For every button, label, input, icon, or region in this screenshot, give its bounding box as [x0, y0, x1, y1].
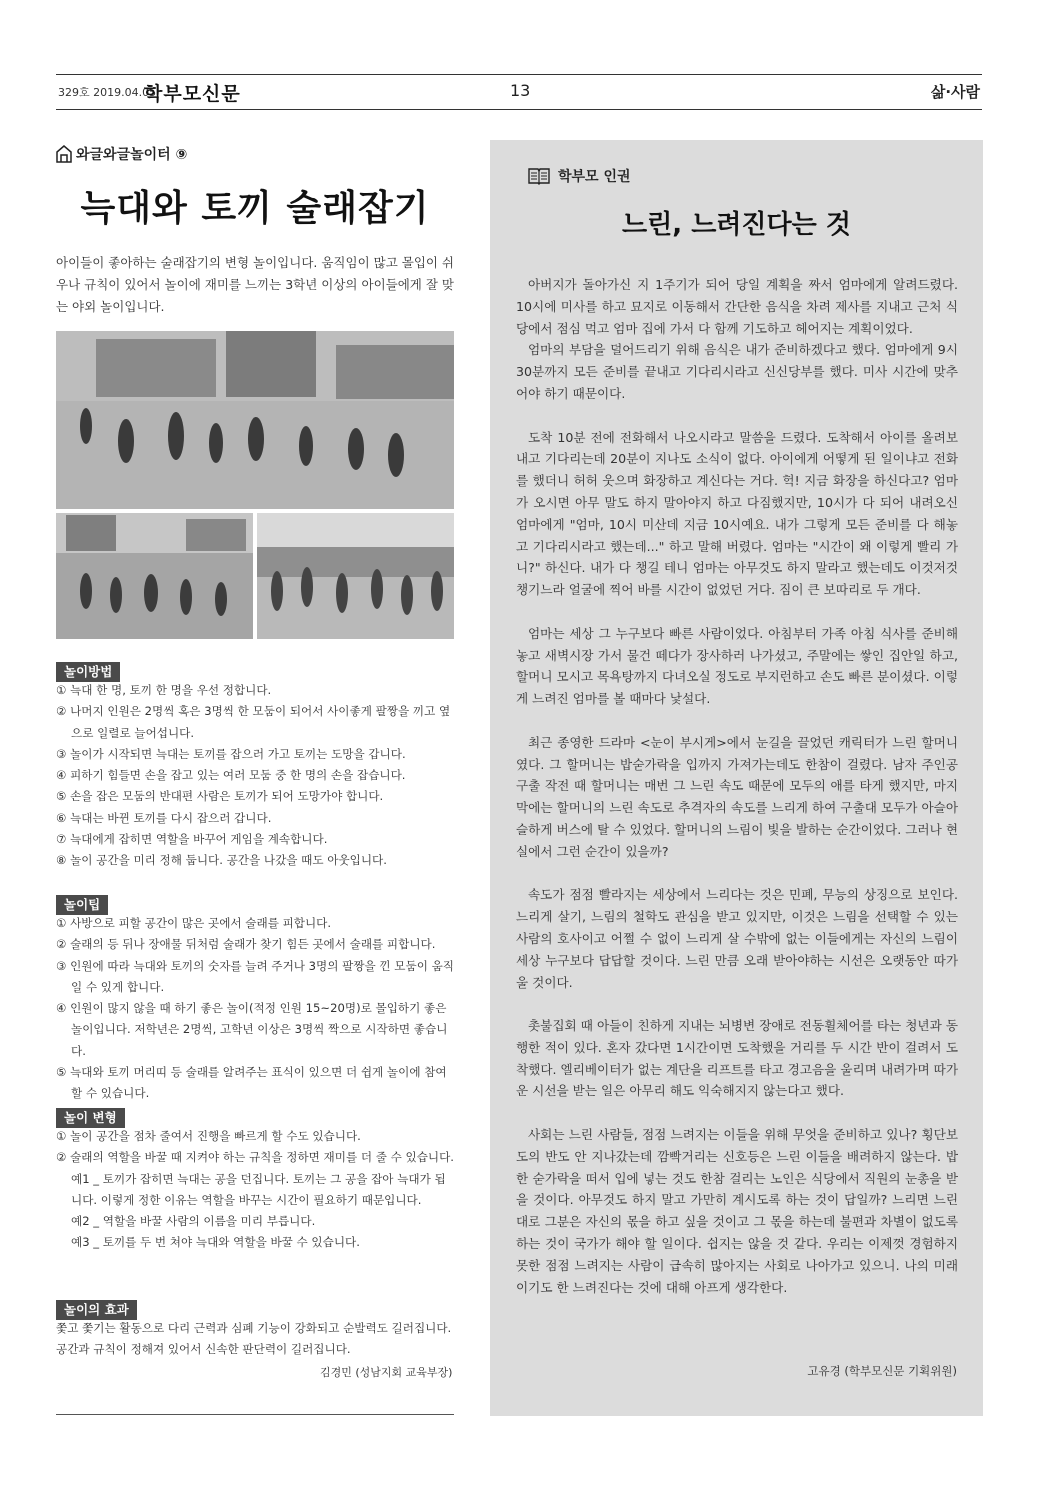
variation-list — [56, 1126, 454, 1254]
list-item: ① 늑대 한 명, 토끼 한 명을 우선 정합니다. — [56, 683, 272, 697]
list-item: ① 사방으로 피할 공간이 많은 곳에서 술래를 피합니다. — [56, 916, 332, 930]
tips-label: 놀이팁 — [56, 895, 108, 915]
list-item: ② 나머지 인원은 2명씩 혹은 3명씩 한 모둠이 되어서 사이좋게 팔짱을 끼고 옆으로 일렬로 늘어섭니다. — [56, 704, 451, 740]
list-item: ⑦ 늑대에게 잡히면 역할을 바꾸어 게임을 계속합니다. — [56, 832, 328, 847]
issue-info: 329호 2019.04.05. — [58, 86, 160, 99]
right-series-text: 학부모 인권 — [558, 169, 631, 185]
page-number: 13 — [510, 81, 531, 100]
page-header — [56, 74, 982, 110]
bottom-rule — [56, 1414, 454, 1415]
list-item: ② 술래의 역할을 바꿀 때 지켜야 하는 규칙을 정하면 재미를 더 줄 수 있습니다. — [56, 1150, 454, 1165]
left-article-title: 늑대와 토끼 술래잡기 — [80, 188, 430, 229]
tips-list — [56, 913, 454, 1105]
paragraph: 엄마의 부담을 덜어드리기 위해 음식은 내가 준비하겠다고 했다. 엄마에게 9시 30분까지 모든 준비를 끝내고 기다리시라고 신신당부를 했다. 미사 시간에 맞추어야 하기 때문이다. — [516, 342, 958, 401]
right-author: 고유경 (학부모신문 기획위원) — [807, 1364, 957, 1378]
list-item: ③ 인원에 따라 늑대와 토끼의 숫자를 늘려 주거나 3명의 팔짱을 낀 모둠이 움직일 수 있게 합니다. — [56, 958, 454, 994]
photo-bottom-right — [257, 513, 454, 639]
house-icon — [56, 145, 72, 163]
method-label: 놀이방법 — [56, 662, 120, 682]
example-item: 예2 _ 역할을 바꿀 사람의 이름을 미리 부릅니다. — [71, 1214, 316, 1229]
list-item: 쫓고 쫓기는 활동으로 다리 근력과 심폐 기능이 강화되고 순발력도 길러집니다. — [56, 1321, 452, 1335]
paragraph: 속도가 점점 빨라지는 세상에서 느리다는 것은 민폐, 무능의 상징으로 보인다. 느리게 살기, 느림의 철학도 관심을 받고 있지만, 이것은 느림을 선택할 수 있는 사람의 호사이고 어쩔 수 없이 느리게 살 수밖에 없는 이들에게는 자신의 느림이 세상 누구보다 답답할 것이다. 느린 만큼 오래 받아야하는 시선은 오랫동안 따가울 것이다. — [516, 887, 958, 990]
paragraph: 최근 종영한 드라마 <눈이 부시게>에서 눈길을 끌었던 캐릭터가 느린 할머니였다. 그 할머니는 밥숟가락을 입까지 가져가는데도 한참이 걸렸다. 남자 주인공 구출 작전 때 할머니는 매번 그 느린 속도 때문에 모두의 애를 타게 했지만, 마지막에는 할머니의 느린 속도로 추격자의 속도를 느리게 하여 구출대 모두가 아슬아슬하게 버스에 탈 수 있었다. 할머니의 느림이 빛을 발하는 순간이었다. 그러나 현실에서 그런 순간이 있을까? — [516, 734, 958, 859]
book-icon — [528, 167, 550, 185]
list-item: ⑧ 놀이 공간을 미리 정해 둡니다. 공간을 나갔을 때도 아웃입니다. — [56, 853, 387, 868]
paragraph: 아버지가 돌아가신 지 1주기가 되어 당일 계획을 짜서 엄마에게 알려드렸다. 10시에 미사를 하고 묘지로 이동해서 간단한 음식을 차려 제사를 지내고 근처 식당에서 점심 먹고 엄마 집에 가서 다 함께 기도하고 헤어지는 계획이었다. — [516, 277, 958, 336]
left-series-label — [56, 144, 187, 164]
right-series-label — [528, 166, 631, 186]
section-name: 삶·사람 — [930, 83, 980, 101]
example-item: 예3 _ 토끼를 두 번 쳐야 늑대와 역할을 바꿀 수 있습니다. — [71, 1235, 360, 1250]
list-item: 공간과 규칙이 정해져 있어서 신속한 판단력이 길러집니다. — [56, 1342, 351, 1357]
variation-label: 놀이 변형 — [56, 1108, 125, 1128]
right-article-title: 느린, 느려진다는 것 — [622, 210, 851, 240]
list-item: ⑤ 손을 잡은 모둠의 반대편 사람은 토끼가 되어 도망가야 합니다. — [56, 789, 384, 804]
left-author: 김경민 (성남지회 교육부장) — [320, 1366, 453, 1379]
right-article — [490, 140, 983, 1416]
photo-bottom-left — [56, 513, 253, 639]
paragraph: 엄마는 세상 그 누구보다 빠른 사람이었다. 아침부터 가족 아침 식사를 준비해놓고 새벽시장 가서 물건 떼다가 장사하러 나가셨고, 주말에는 쌓인 집안일 하고, 할머니 모시고 목욕탕까지 다녀오실 정도로 부지런하고 손도 빠른 분이셨다. 이렇게 느려진 엄마를 볼 때마다 낯설다. — [516, 625, 958, 707]
list-item: ④ 인원이 많지 않을 때 하기 좋은 놀이(적정 인원 15~20명)로 몰입하기 좋은 놀이입니다. 저학년은 2명씩, 고학년 이상은 3명씩 짝으로 시작하면 좋습니다. — [56, 1001, 448, 1058]
list-item: ⑤ 늑대와 토끼 머리띠 등 술래를 알려주는 표식이 있으면 더 쉽게 놀이에 참여할 수 있습니다. — [56, 1065, 447, 1101]
photo-main — [56, 331, 454, 509]
paragraph: 사회는 느린 사람들, 점점 느려지는 이들을 위해 무엇을 준비하고 있나? 횡단보도의 반도 안 지나갔는데 깜빡거리는 신호등은 느린 이들을 배려하지 않는다. 밥 한 숟가락을 떠서 입에 넣는 것도 한참 걸리는 노인은 식당에서 직원의 눈총을 받을 것이다. 아무것도 하지 말고 가만히 계시도록 하는 것이 답일까? 느리면 느린 대로 그분은 자신의 몫을 하고 싶을 것이고 그 몫을 하는데 불편과 차별이 없도록 하는 것이 국가가 해야 할 일이다. 쉽지는 않을 것 같다. 우리는 이제껏 경험하지 못한 점점 느려지는 사람이 급속히 많아지는 사회로 나아가고 있으니. 나의 미래이기도 한 느려진다는 것에 대해 아프게 생각한다. — [516, 1127, 958, 1295]
effect-label: 놀이의 효과 — [56, 1300, 137, 1320]
effect-list — [56, 1318, 454, 1361]
list-item: ④ 피하기 힘들면 손을 잡고 있는 여러 모둠 중 한 명의 손을 잡습니다. — [56, 768, 406, 783]
paragraph: 도착 10분 전에 전화해서 나오시라고 말씀을 드렸다. 도착해서 아이를 올려보내고 기다리는데 20분이 지나도 소식이 없다. 아이에게 어떻게 된 일이냐고 전화를 했더니 허허 웃으며 화장하고 계신다는 거다. 헉! 지금 화장을 하신다고? 엄마가 오시면 아무 말도 하지 말아야지 하고 다짐했지만, 10시가 다 되어 내려오신 엄마에게 "엄마, 10시 미산데 지금 10시예요. 내가 그렇게 모든 준비를 다 해놓고 기다리시라고 했는데..." 하고 말해 버렸다. 엄마는 "시간이 왜 이렇게 빨리 가니?" 하신다. 내가 다 챙길 테니 엄마는 아무것도 하지 말라고 했는데도 이것저것 챙기느라 얼굴에 찍어 바를 시간이 없었던 거다. 짐이 큰 보따리로 두 개다. — [516, 429, 958, 598]
example-item: 예1 _ 토끼가 잡히면 늑대는 공을 던집니다. 토끼는 그 공을 잡아 늑대가 됩니다. 이렇게 정한 이유는 역할을 바꾸는 시간이 필요하기 때문입니다. — [71, 1171, 446, 1207]
left-article-intro: 아이들이 좋아하는 술래잡기의 변형 놀이입니다. 움직임이 많고 몰입이 쉬우나 규칙이 있어서 놀이에 재미를 느끼는 3학년 이상의 아이들에게 잘 맞는 야외 놀이입니다. — [56, 255, 455, 314]
right-article-body — [516, 274, 958, 1298]
newspaper-logo: 학부모신문 — [144, 83, 241, 105]
left-series-text: 와글와글놀이터 ⑨ — [76, 147, 188, 163]
method-list — [56, 680, 454, 872]
list-item: ② 술래의 등 뒤나 장애물 뒤처럼 술래가 찾기 힘든 곳에서 술래를 피합니다. — [56, 937, 436, 952]
list-item: ③ 놀이가 시작되면 늑대는 토끼를 잡으러 가고 토끼는 도망을 갑니다. — [56, 746, 406, 761]
paragraph: 촛불집회 때 아들이 친하게 지내는 뇌병변 장애로 전동휠체어를 타는 청년과 동행한 적이 있다. 혼자 갔다면 1시간이면 도착했을 거리를 두 시간 반이 걸려서 도착했다. 엘리베이터가 없는 계단을 리프트를 타고 경고음을 울리며 내려가며 따가운 시선을 받는 일은 아무리 해도 익숙해지지 않는다고 했다. — [516, 1018, 958, 1099]
list-item: ⑥ 늑대는 바뀐 토끼를 다시 잡으러 갑니다. — [56, 810, 272, 825]
list-item: ① 놀이 공간을 점차 줄여서 진행을 빠르게 할 수도 있습니다. — [56, 1129, 361, 1143]
